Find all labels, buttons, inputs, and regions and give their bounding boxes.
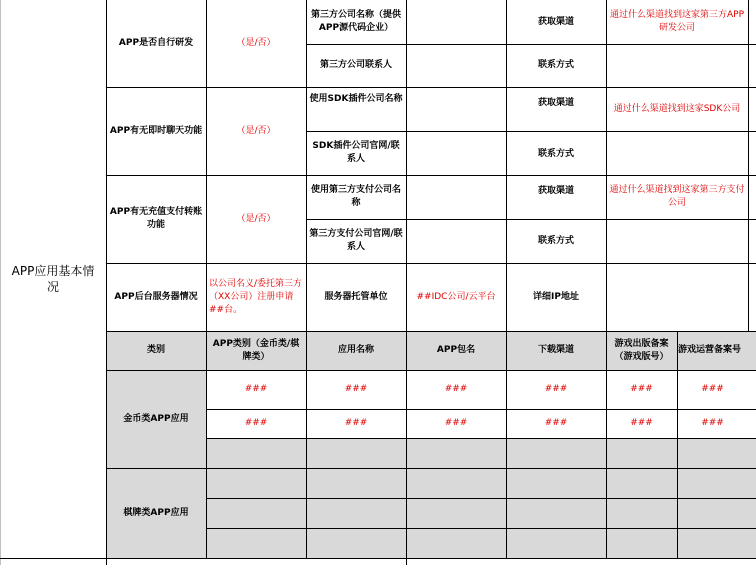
pay-question: APP有无充值支付转账功能 [109, 207, 203, 230]
chat-field2-note[interactable] [606, 131, 748, 175]
self-dev-field1-label: 第三方公司名称（提供APP源代码企业） [310, 10, 401, 33]
chat-field1-value[interactable] [406, 87, 506, 131]
grid-line [0, 558, 756, 559]
coin-category-label: 金币类APP应用 [123, 413, 189, 424]
table-cell[interactable]: ### [701, 384, 724, 394]
self-dev-field2-label: 第三方公司联系人 [319, 60, 392, 70]
chat-answer[interactable]: （是/否） [236, 125, 276, 136]
chat-field1-note[interactable]: 通过什么渠道找到这家SDK公司 [613, 103, 741, 114]
server-field-value[interactable]: ##IDC公司/云平台 [416, 291, 496, 302]
table-header-operation: 游戏运营备案号 [678, 345, 742, 355]
table-cell[interactable]: ### [630, 418, 653, 428]
chat-field2-sub-label: 联系方式 [537, 149, 574, 159]
server-field-label: 服务器托管单位 [324, 291, 388, 302]
self-dev-field2-value[interactable] [406, 44, 506, 87]
pay-field2-value[interactable] [406, 219, 506, 263]
self-dev-field1-sub-label: 获取渠道 [537, 16, 574, 27]
table-cell[interactable]: ### [630, 384, 653, 394]
table-header-download: 下载渠道 [537, 345, 574, 355]
pay-field1-label: 使用第三方支付公司名称 [310, 185, 401, 208]
pay-field2-note[interactable] [606, 219, 748, 263]
server-sub-label: 详细IP地址 [533, 291, 579, 302]
table-cell[interactable]: ### [544, 418, 568, 428]
chat-field1-sub-label: 获取渠道 [537, 98, 574, 108]
grid-line [748, 0, 749, 331]
section-title: APP应用基本情况 [11, 264, 95, 294]
grid-line [206, 498, 756, 499]
table-cell[interactable]: ### [444, 384, 468, 394]
chess-category-label: 棋牌类APP应用 [123, 507, 189, 518]
table-header-package: APP包名 [436, 345, 476, 355]
chat-field2-label: SDK插件公司官网/联系人 [312, 141, 400, 164]
server-answer[interactable]: 以公司名义/委托第三方（XX公司）注册申请##台。 [209, 278, 303, 315]
chat-field2-value[interactable] [406, 131, 506, 175]
pay-field1-note[interactable]: 通过什么渠道找到这家第三方支付公司 [609, 185, 745, 208]
table-cell[interactable]: ### [344, 418, 368, 428]
server-ip-value[interactable] [606, 263, 748, 331]
table-cell[interactable]: ### [701, 418, 724, 428]
self-dev-answer[interactable]: （是/否） [236, 38, 276, 48]
self-dev-question: APP是否自行研发 [118, 38, 194, 48]
table-header-publish: 游戏出版备案（游戏版号） [614, 338, 669, 362]
self-dev-field1-note[interactable]: 通过什么渠道找到这家第三方APP研发公司 [609, 10, 744, 33]
table-header-app-type: APP类别（金币类/棋牌类） [212, 338, 300, 362]
self-dev-field1-value[interactable] [406, 0, 506, 44]
self-dev-field2-sub-label: 联系方式 [537, 60, 574, 70]
pay-field1-sub-label: 获取渠道 [537, 186, 574, 196]
table-cell[interactable]: ### [444, 418, 468, 428]
chat-question: APP有无即时聊天功能 [109, 125, 203, 136]
table-header-category: 类别 [146, 345, 165, 355]
server-question: APP后台服务器情况 [114, 291, 198, 302]
table-cell[interactable]: ### [244, 384, 268, 394]
grid-line [206, 528, 756, 529]
pay-answer[interactable]: （是/否） [236, 213, 276, 224]
pay-field2-sub-label: 联系方式 [537, 235, 574, 246]
table-header-app-name: 应用名称 [337, 345, 374, 355]
pay-field1-value[interactable] [406, 175, 506, 219]
table-cell[interactable]: ### [344, 384, 368, 394]
self-dev-field2-note[interactable] [606, 44, 748, 87]
grid-line [206, 438, 756, 439]
pay-field2-label: 第三方支付公司官网/联系人 [309, 229, 403, 252]
table-cell[interactable]: ### [544, 384, 568, 394]
table-cell[interactable]: ### [244, 418, 268, 428]
chat-field1-label: 使用SDK插件公司名称 [309, 94, 403, 104]
